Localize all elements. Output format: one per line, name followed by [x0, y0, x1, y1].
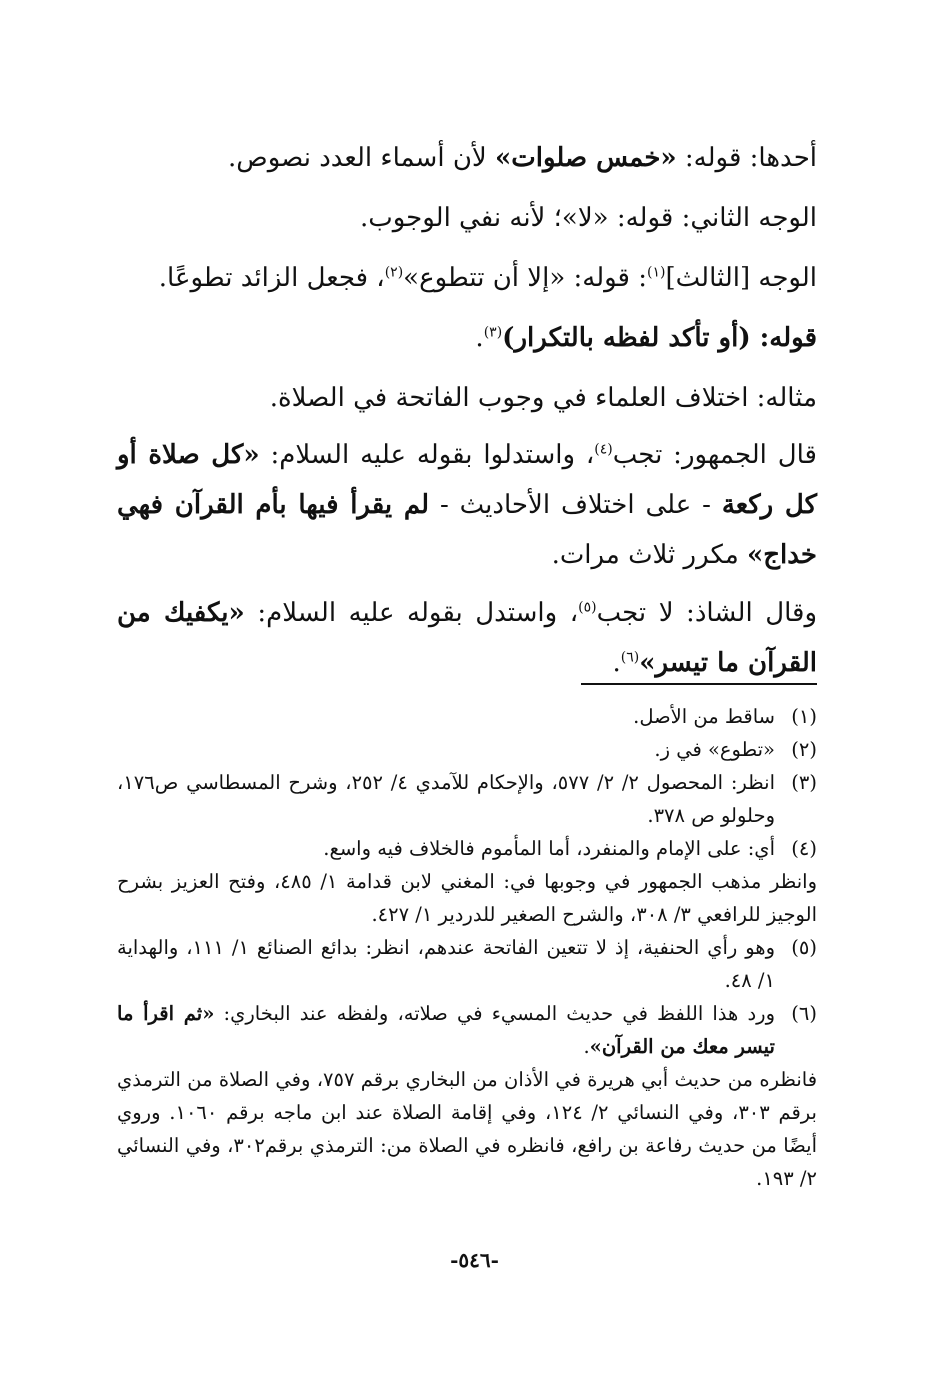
quoted-heading: قوله: (أو تأكد لفظه بالتكرار) — [502, 323, 817, 353]
text-run: قال الجمهور: تجب — [612, 440, 817, 470]
text-run: الوجه [الثالث] — [665, 263, 817, 293]
footnote-ref[interactable]: (٢) — [384, 264, 404, 281]
footnote-text — [117, 997, 775, 1063]
footnote-5 — [117, 931, 817, 997]
hadith-quote: «كل صلاة أو كل ركعة — [117, 440, 817, 520]
footnote-continuation: فانظره من حديث أبي هريرة في الأذان من البخاري برقم ٧٥٧، وفي الصلاة من الترمذي برقم ٣٠٣، وفي النسائي ٢/ ١٢٤، وفي إقامة الصلاة عند ابن ماجه برقم ١٠٦٠. وروي أيضًا من حديث رفاعة بن رافع، فانظره في الصلاة من: الترمذي برقم٣٠٢، وفي النسائي ٢/ ١٩٣. — [117, 1068, 818, 1190]
text-run: ، واستدل بقوله عليه السلام: — [244, 598, 579, 628]
text-run: . — [475, 323, 484, 353]
footnote-number: (٣) — [791, 771, 817, 794]
text-run: وقال الشاذ: لا تجب — [596, 598, 817, 628]
footnote-text: انظر: المحصول ٢/ ٢/ ٥٧٧، والإحكام للآمدي ٤/ ٢٥٢، وشرح المسطاسي ص١٧٦، وحلولو ص ٣٧٨. — [117, 771, 775, 827]
text-run: ، واستدلوا بقوله عليه السلام: — [259, 440, 595, 470]
hadith-quote: «ثم اقرأ ما تيسر معك من القرآن» — [117, 1002, 775, 1058]
footnote-text: ساقط من الأصل. — [633, 705, 775, 728]
text-run: . — [583, 1035, 590, 1058]
footnote-ref[interactable]: (٤) — [594, 441, 613, 458]
footnote-number: (٢) — [791, 738, 817, 761]
paragraph-5: مثاله: اختلاف العلماء في وجوب الفاتحة في الصلاة. — [269, 383, 817, 413]
hadith-quote: «يكفيك من القرآن ما تيسر» — [117, 598, 817, 678]
footnote-number: (٥) — [791, 936, 817, 959]
footnote-text: «تطوع» في ز. — [654, 738, 775, 761]
footnote-number: (١) — [791, 705, 817, 728]
footnote-divider — [581, 683, 817, 685]
footnote-2 — [117, 733, 817, 766]
footnote-3 — [117, 766, 817, 832]
footnote-ref[interactable]: (٦) — [620, 649, 640, 666]
paragraph-2: الوجه الثاني: قوله: «لا»؛ لأنه نفي الوجوب. — [359, 203, 817, 233]
text-run: . — [612, 648, 621, 678]
paragraph-6 — [117, 430, 817, 580]
footnote-text: أي: على الإمام والمنفرد، أما المأموم فالخلاف فيه واسع. — [323, 837, 775, 860]
paragraph-3 — [117, 248, 817, 308]
hadith-quote: لم يقرأ فيها بأم القرآن فهي خداج» — [117, 490, 817, 570]
footnote-ref[interactable]: (٣) — [483, 324, 503, 341]
footnote-text: وهو رأي الحنفية، إذ لا تتعين الفاتحة عندهم، انظر: بدائع الصنائع ١/ ١١١، والهداية ١/ ٤٨. — [117, 936, 775, 992]
footnote-1 — [117, 700, 817, 733]
text-run: أحدها: قوله: — [676, 143, 817, 173]
text-run: ، فجعل الزائد تطوعًا. — [158, 263, 385, 293]
paragraph-1 — [117, 128, 817, 188]
footnotes — [117, 700, 817, 1195]
footnote-6 — [117, 997, 817, 1063]
page-number: -٥٤٦- — [450, 1248, 499, 1272]
footnote-continuation: وانظر مذهب الجمهور في وجوبها في: المغني لابن قدامة ١/ ٤٨٥، وفتح العزيز بشرح الوجيز للرافعي ٣/ ٣٠٨، والشرح الصغير للدردير ١/ ٤٢٧. — [117, 870, 817, 926]
footnote-4 — [117, 832, 817, 865]
footnote-number: (٤) — [791, 837, 817, 860]
main-text — [117, 128, 817, 696]
text-run: لأن أسماء العدد نصوص. — [228, 143, 496, 173]
quoted-phrase: «خمس صلوات» — [495, 143, 677, 173]
footnote-number: (٦) — [791, 1002, 817, 1025]
footnote-ref[interactable]: (٥) — [578, 599, 597, 616]
text-run: : قوله: «إلا أن تتطوع» — [403, 263, 648, 293]
text-run: مكرر ثلاث مرات. — [551, 540, 748, 570]
footnote-ref[interactable]: (١) — [647, 264, 666, 281]
paragraph-4 — [117, 308, 817, 368]
text-run: - على اختلاف الأحاديث - — [429, 490, 722, 520]
paragraph-7 — [117, 588, 817, 688]
text-run: ورد هذا اللفظ في حديث المسيء في صلاته، ولفظه عند البخاري: — [214, 1002, 775, 1025]
